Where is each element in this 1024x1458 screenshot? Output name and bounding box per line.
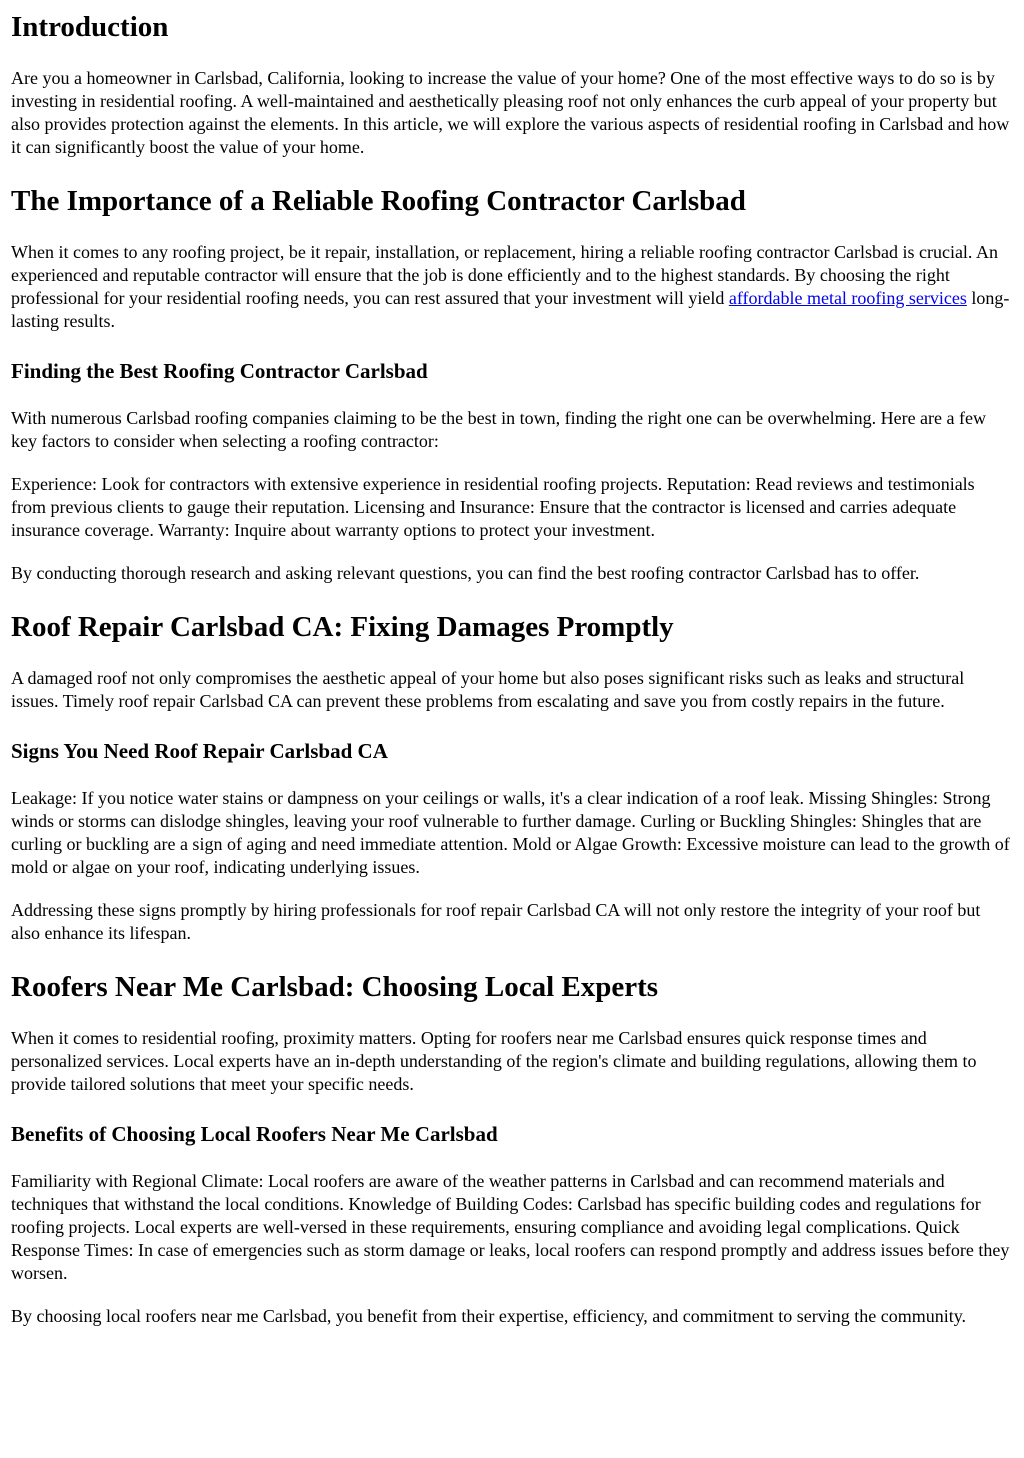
heading-signs: Signs You Need Roof Repair Carlsbad CA (11, 739, 388, 763)
paragraph-finding-intro: With numerous Carlsbad roofing companies claiming to be the best in town, finding the right one can be overwhelming. Here are a few key factors to consider when selecting a roofing contractor: (11, 408, 986, 451)
paragraph-introduction: Are you a homeowner in Carlsbad, California, looking to increase the value of your home? One of the most effective ways to do so is by investing in residential roofing. A well-maintained and aesthetically pleasing roof not only enhances the curb appeal of your property but also provides protection against the elements. In this article, we will explore the various aspects of residential roofing in Carlsbad and how it can significantly boost the value of your home. (11, 68, 1010, 157)
paragraph-benefits-list: Familiarity with Regional Climate: Local roofers are aware of the weather patterns in Carlsbad and can recommend materials and techniques that withstand the local conditions. Knowledge of Building Codes: Carlsbad has specific building codes and regulations for roofing projects. Local experts are well-versed in these requirements, ensuring compliance and avoiding legal complications. Quick Response Times: In case of emergencies such as storm damage or leaks, local roofers can respond promptly and address issues before they worsen. (11, 1171, 1010, 1283)
paragraph-signs-list: Leakage: If you notice water stains or dampness on your ceilings or walls, it's a clear indication of a roof leak. Missing Shingles: Strong winds or storms can dislodge shingles, leaving your roof vulnerable to further damage. Curling or Buckling Shingles: Shingles that are curling or buckling are a sign of aging and need immediate attention. Mold or Algae Growth: Excessive moisture can lead to the growth of mold or algae on your roof, indicating underlying issues. (11, 788, 1010, 877)
paragraph-signs-conclusion: Addressing these signs promptly by hiring professionals for roof repair Carlsbad CA will not only restore the integrity of your roof but also enhance its lifespan. (11, 900, 981, 943)
paragraph-finding-conclusion: By conducting thorough research and asking relevant questions, you can find the best roofing contractor Carlsbad has to offer. (11, 563, 920, 583)
paragraph-finding-factors: Experience: Look for contractors with extensive experience in residential roofing projects. Reputation: Read reviews and testimonials from previous clients to gauge their reputation. Licensing and Insurance: Ensure that the contractor is licensed and carries adequate insurance coverage. Warranty: Inquire about warranty options to protect your investment. (11, 474, 975, 540)
paragraph-importance-text-b: long-lasting results. (11, 288, 1010, 331)
heading-benefits: Benefits of Choosing Local Roofers Near Me Carlsbad (11, 1122, 498, 1146)
heading-roofers-near-me: Roofers Near Me Carlsbad: Choosing Local Experts (11, 971, 659, 1003)
paragraph-importance-text-a: When it comes to any roofing project, be it repair, installation, or replacement, hiring a reliable roofing contractor Carlsbad is crucial. An experienced and reputable contractor will ensure that the job is done efficiently and to the highest standards. By choosing the right professional for your residential roofing needs, you can rest assured that your investment will yield (11, 242, 998, 308)
paragraph-roofers-near-me: When it comes to residential roofing, proximity matters. Opting for roofers near me Carlsbad ensures quick response times and personalized services. Local experts have an in-depth understanding of the region's climate and building regulations, allowing them to provide tailored solutions that meet your specific needs. (11, 1028, 977, 1094)
heading-introduction: Introduction (11, 11, 169, 43)
heading-finding-contractor: Finding the Best Roofing Contractor Carlsbad (11, 359, 428, 383)
heading-importance: The Importance of a Reliable Roofing Contractor Carlsbad (11, 185, 746, 217)
paragraph-importance (11, 241, 1013, 333)
affordable-metal-roofing-link[interactable]: affordable metal roofing services (728, 288, 967, 308)
paragraph-benefits-conclusion: By choosing local roofers near me Carlsbad, you benefit from their expertise, efficiency, and commitment to serving the community. (11, 1306, 967, 1326)
heading-roof-repair: Roof Repair Carlsbad CA: Fixing Damages Promptly (11, 611, 674, 643)
paragraph-roof-repair: A damaged roof not only compromises the aesthetic appeal of your home but also poses significant risks such as leaks and structural issues. Timely roof repair Carlsbad CA can prevent these problems from escalating and save you from costly repairs in the future. (11, 668, 965, 711)
article (0, 10, 1024, 1328)
